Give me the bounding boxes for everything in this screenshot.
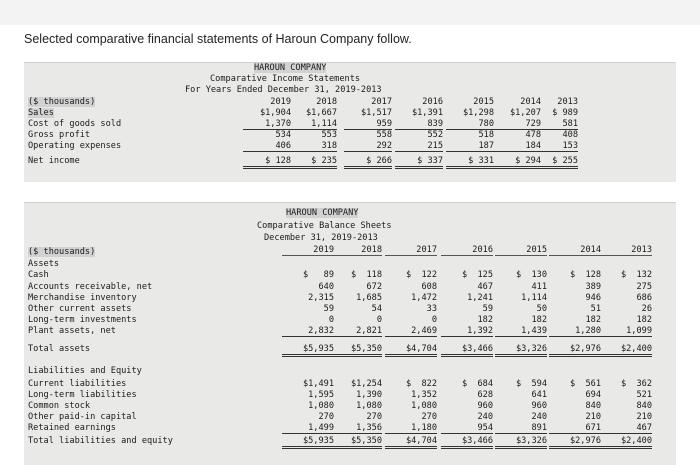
- income-cell: 187: [446, 141, 494, 152]
- balance-cell: $3,326: [495, 344, 547, 357]
- balance-row-label: Other current assets: [28, 304, 132, 314]
- balance-sheet-panel: [24, 202, 676, 465]
- balance-row-label: Total assets: [28, 344, 91, 354]
- balance-cell: 0: [376, 315, 382, 325]
- balance-cell: 1,114: [521, 293, 547, 303]
- balance-row-label: Current liabilities: [28, 379, 127, 389]
- income-cell: $1,667: [305, 108, 337, 118]
- balance-cell: 840: [585, 401, 601, 411]
- balance-cell: $5,350: [330, 436, 382, 449]
- income-year-2017: 2017: [371, 97, 392, 107]
- balance-cell: 2,469: [385, 326, 437, 337]
- income-cell: $ 255: [530, 156, 578, 169]
- income-row-label: Gross profit: [28, 130, 91, 140]
- balance-cell: $1,254: [350, 379, 382, 389]
- balance-row-label: Accounts receivable, net: [28, 282, 153, 292]
- balance-cell: $4,704: [385, 344, 437, 357]
- balance-cell: 672: [366, 282, 382, 292]
- balance-cell: $1,491: [302, 379, 334, 389]
- balance-row-label: Retained earnings: [28, 423, 116, 433]
- income-cell: 839: [395, 119, 443, 130]
- balance-year-2013: 2013: [600, 245, 652, 256]
- balance-row-label: Plant assets, net: [28, 326, 116, 336]
- balance-cell: 1,099: [600, 326, 652, 337]
- income-title: Comparative Income Statements: [210, 74, 361, 84]
- balance-cell: 270: [318, 412, 334, 422]
- balance-cell: 210: [585, 412, 601, 422]
- balance-cell: 1,472: [411, 293, 437, 303]
- balance-cell: 389: [585, 282, 601, 292]
- income-cell: $ 337: [395, 156, 443, 169]
- balance-cell: 182: [585, 315, 601, 325]
- income-row-label: Cost of goods sold: [28, 119, 122, 129]
- balance-cell: $2,976: [549, 436, 601, 449]
- balance-cell: 1,390: [356, 390, 382, 400]
- balance-row-label: Long-term liabilities: [28, 390, 137, 400]
- balance-cell: $ 128: [569, 270, 601, 280]
- income-cell: 318: [289, 141, 337, 152]
- balance-cell: 270: [366, 412, 382, 422]
- balance-cell: 960: [531, 401, 547, 411]
- balance-cell: 1,499: [282, 423, 334, 434]
- balance-cell: 210: [636, 412, 652, 422]
- income-cell: $1,517: [360, 108, 392, 118]
- income-cell: 406: [243, 141, 291, 152]
- income-cell: 534: [275, 130, 291, 140]
- balance-year-2014: 2014: [549, 245, 601, 256]
- income-year-2018: 2018: [316, 97, 337, 107]
- balance-cell: 840: [636, 401, 652, 411]
- balance-cell: $ 89: [302, 270, 334, 280]
- balance-cell: 686: [636, 293, 652, 303]
- balance-cell: 0: [431, 315, 437, 325]
- balance-period: December 31, 2019-2013: [264, 233, 378, 243]
- balance-cell: 54: [371, 304, 382, 314]
- balance-cell: 608: [421, 282, 437, 292]
- balance-cell: $2,976: [549, 344, 601, 357]
- balance-cell: 26: [641, 304, 652, 314]
- balance-cell: 1,080: [411, 401, 437, 411]
- assets-heading: Assets: [28, 259, 60, 269]
- balance-cell: $3,466: [441, 344, 493, 357]
- income-period: For Years Ended December 31, 2019-2013: [185, 85, 382, 95]
- income-unit-label: ($ thousands): [28, 97, 96, 107]
- balance-cell: $3,326: [495, 436, 547, 449]
- balance-cell: 1,280: [549, 326, 601, 337]
- balance-year-2017: 2017: [385, 245, 437, 256]
- balance-year-2015: 2015: [495, 245, 547, 256]
- balance-cell: 891: [495, 423, 547, 434]
- balance-cell: 59: [323, 304, 334, 314]
- income-statement-panel: [24, 62, 676, 182]
- balance-cell: 1,356: [330, 423, 382, 434]
- balance-cell: 1,352: [411, 390, 437, 400]
- balance-year-2019: 2019: [282, 245, 334, 256]
- balance-cell: $3,466: [441, 436, 493, 449]
- balance-row-label: Cash: [28, 270, 49, 280]
- income-row-label: Sales: [28, 108, 54, 118]
- balance-row-label: Other paid-in capital: [28, 412, 137, 422]
- balance-cell: $ 122: [405, 270, 437, 280]
- top-band: [0, 0, 700, 25]
- balance-cell: 2,315: [308, 293, 334, 303]
- balance-cell: $ 118: [350, 270, 382, 280]
- income-cell: $ 128: [243, 156, 291, 169]
- income-cell: $ 331: [446, 156, 494, 169]
- balance-cell: $5,350: [330, 344, 382, 357]
- balance-cell: $ 684: [461, 379, 493, 389]
- income-cell: 1,370: [243, 119, 291, 130]
- balance-cell: 270: [421, 412, 437, 422]
- balance-company: HAROUN COMPANY: [286, 208, 359, 218]
- balance-cell: 182: [477, 315, 493, 325]
- income-cell: 1,114: [289, 119, 337, 130]
- income-cell: 553: [321, 130, 337, 140]
- balance-cell: $2,400: [600, 344, 652, 357]
- balance-cell: 2,832: [282, 326, 334, 337]
- balance-year-2016: 2016: [441, 245, 493, 256]
- income-cell: 729: [493, 119, 541, 130]
- balance-cell: $ 594: [515, 379, 547, 389]
- balance-cell: 2,821: [330, 326, 382, 337]
- balance-cell: 467: [600, 423, 652, 434]
- balance-cell: 240: [531, 412, 547, 422]
- balance-cell: 1,241: [467, 293, 493, 303]
- question-prompt: Selected comparative financial statements of Haroun Company follow.: [24, 32, 412, 46]
- income-year-2015: 2015: [473, 97, 494, 107]
- balance-unit-label: ($ thousands): [28, 247, 96, 257]
- balance-cell: 946: [585, 293, 601, 303]
- balance-cell: 640: [318, 282, 334, 292]
- balance-row-label: Common stock: [28, 401, 91, 411]
- balance-cell: 59: [482, 304, 493, 314]
- income-cell: $ 294: [493, 156, 541, 169]
- income-row-label: Net income: [28, 156, 80, 166]
- balance-cell: 1,439: [495, 326, 547, 337]
- income-cell: 408: [562, 130, 578, 140]
- balance-cell: 275: [636, 282, 652, 292]
- balance-cell: 51: [590, 304, 601, 314]
- balance-cell: 1,595: [308, 390, 334, 400]
- income-year-2014: 2014: [520, 97, 541, 107]
- income-company: HAROUN COMPANY: [254, 63, 327, 73]
- income-cell: $ 235: [289, 156, 337, 169]
- income-year-2013: 2013: [557, 97, 578, 107]
- balance-cell: 33: [426, 304, 437, 314]
- balance-cell: 1,080: [356, 401, 382, 411]
- balance-cell: 1,180: [385, 423, 437, 434]
- income-cell: $ 266: [344, 156, 392, 169]
- income-cell: $ 989: [552, 108, 578, 118]
- balance-cell: 521: [636, 390, 652, 400]
- balance-cell: $2,400: [600, 436, 652, 449]
- income-year-2019: 2019: [270, 97, 291, 107]
- income-cell: 780: [446, 119, 494, 130]
- income-cell: 581: [530, 119, 578, 130]
- balance-cell: $ 822: [405, 379, 437, 389]
- income-year-2016: 2016: [422, 97, 443, 107]
- income-cell: $1,391: [411, 108, 443, 118]
- balance-cell: 1,392: [441, 326, 493, 337]
- balance-cell: 694: [585, 390, 601, 400]
- balance-cell: $ 561: [569, 379, 601, 389]
- balance-cell: 1,685: [356, 293, 382, 303]
- income-cell: 552: [427, 130, 443, 140]
- balance-cell: $ 362: [620, 379, 652, 389]
- balance-row-label: Merchandise inventory: [28, 293, 137, 303]
- income-cell: $1,298: [462, 108, 494, 118]
- income-cell: 292: [344, 141, 392, 152]
- balance-cell: 240: [477, 412, 493, 422]
- balance-row-label: Total liabilities and equity: [28, 436, 173, 446]
- income-cell: 959: [344, 119, 392, 130]
- income-cell: 153: [530, 141, 578, 152]
- income-row-label: Operating expenses: [28, 141, 122, 151]
- income-cell: $1,904: [259, 108, 291, 118]
- balance-cell: 628: [477, 390, 493, 400]
- income-cell: $1,207: [509, 108, 541, 118]
- balance-cell: 50: [536, 304, 547, 314]
- balance-cell: $4,704: [385, 436, 437, 449]
- balance-row-label: Long-term investments: [28, 315, 137, 325]
- balance-cell: 1,080: [308, 401, 334, 411]
- balance-cell: $5,935: [282, 344, 334, 357]
- balance-cell: 182: [636, 315, 652, 325]
- income-cell: 558: [376, 130, 392, 140]
- balance-cell: 954: [441, 423, 493, 434]
- balance-cell: $ 130: [515, 270, 547, 280]
- balance-cell: 0: [328, 315, 334, 325]
- liabilities-heading: Liabilities and Equity: [28, 366, 142, 376]
- balance-cell: 960: [477, 401, 493, 411]
- income-cell: 518: [478, 130, 494, 140]
- balance-title: Comparative Balance Sheets: [257, 221, 392, 231]
- balance-cell: 411: [531, 282, 547, 292]
- income-cell: 184: [493, 141, 541, 152]
- income-cell: 478: [525, 130, 541, 140]
- balance-cell: 182: [531, 315, 547, 325]
- balance-cell: $5,935: [282, 436, 334, 449]
- balance-year-2018: 2018: [330, 245, 382, 256]
- balance-cell: $ 125: [461, 270, 493, 280]
- balance-cell: 467: [477, 282, 493, 292]
- balance-cell: 641: [531, 390, 547, 400]
- income-cell: 215: [395, 141, 443, 152]
- balance-cell: $ 132: [620, 270, 652, 280]
- balance-cell: 671: [549, 423, 601, 434]
